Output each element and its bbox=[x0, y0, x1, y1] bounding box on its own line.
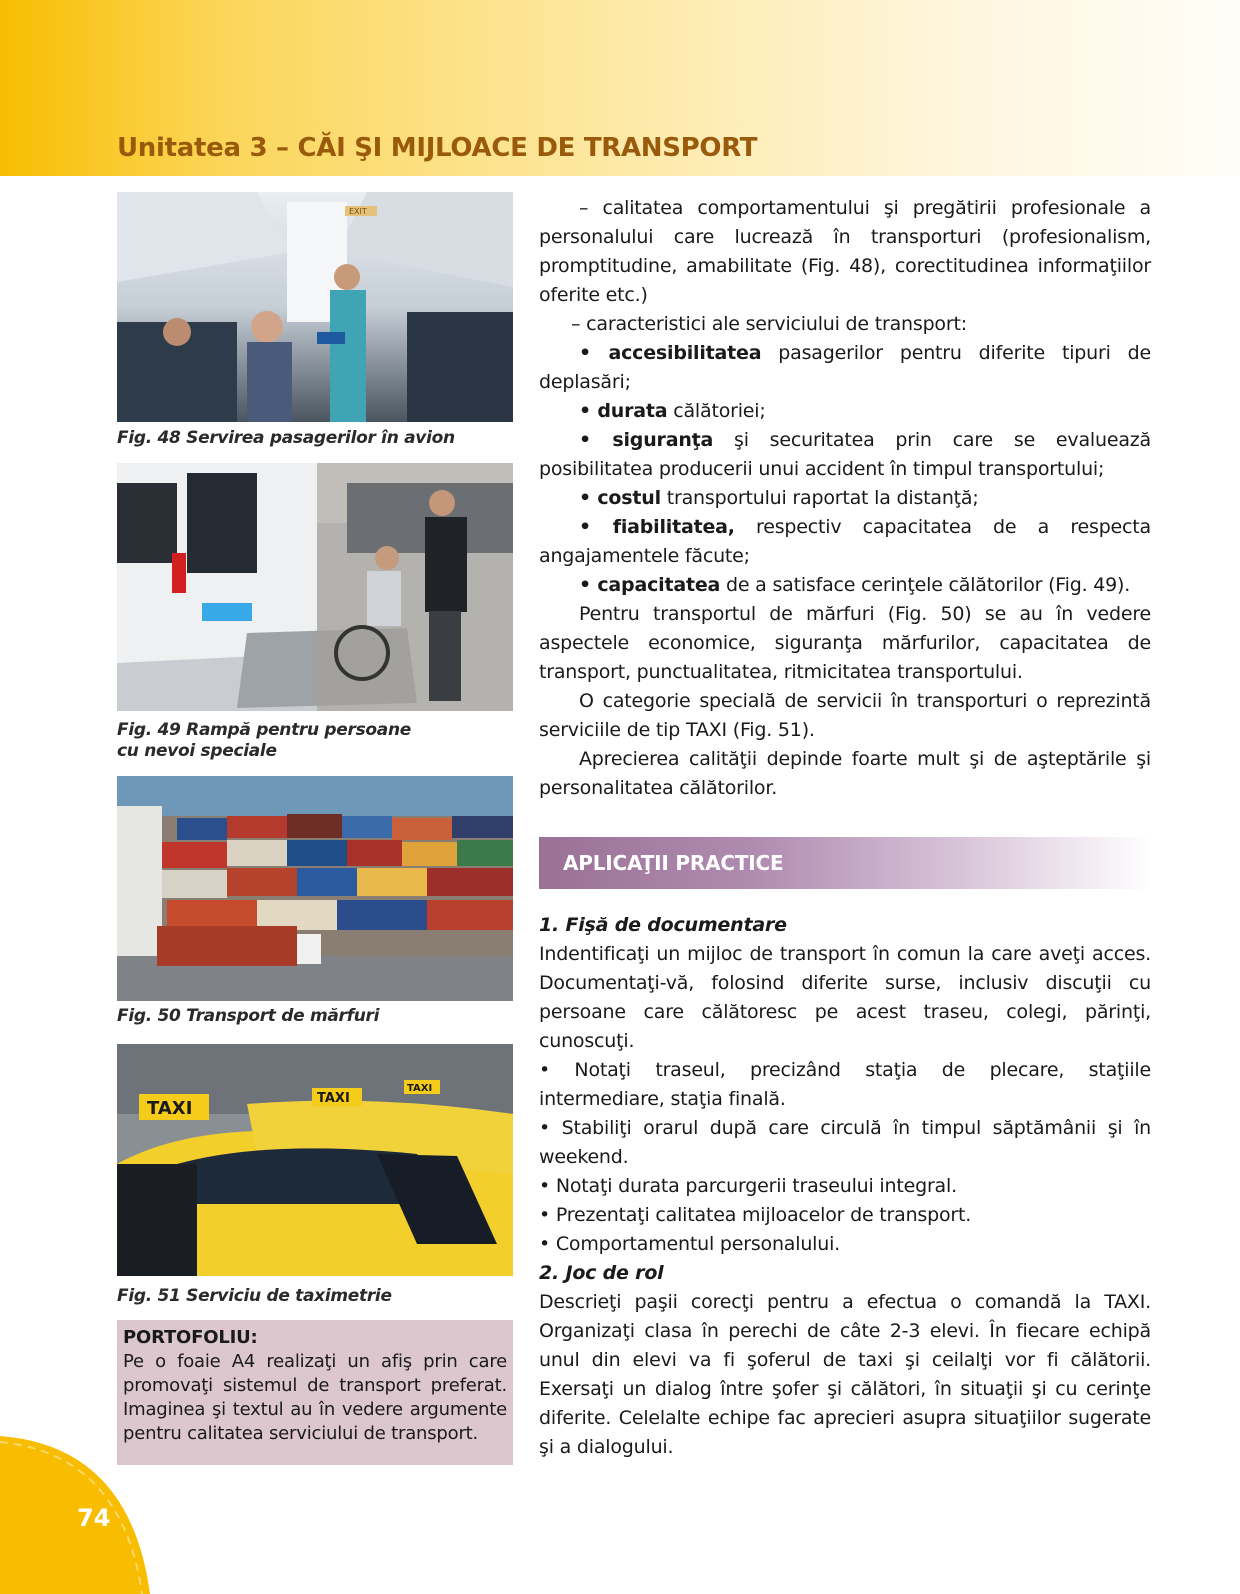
paragraph-appreciation: Aprecierea calităţii depinde foarte mult şi de aşteptările şi personalitatea călătorilor. bbox=[539, 748, 1151, 799]
bullet-capacity bbox=[539, 571, 1151, 600]
bullet-accessibility-text: pasagerilor pentru diferite tipuri de deplasări; bbox=[539, 342, 1151, 393]
bullet-cost bbox=[539, 484, 1151, 513]
main-text-column bbox=[539, 194, 1151, 803]
figure-50-caption: Fig. 50 Transport de mărfuri bbox=[117, 1006, 380, 1026]
bullet-reliability bbox=[539, 513, 1151, 571]
figure-48-caption: Fig. 48 Servirea pasagerilor în avion bbox=[117, 428, 455, 448]
bullet-duration bbox=[539, 397, 1151, 426]
airplane-cabin-photo bbox=[117, 192, 513, 422]
section-1-title: 1. Fişă de documentare bbox=[539, 914, 787, 936]
portfolio-title: PORTOFOLIU: bbox=[123, 1327, 258, 1348]
portfolio-text: Pe o foaie A4 realizaţi un afiş prin care promovaţi sistemul de transport preferat. Imaginea şi textul au în vedere argumente pentru calitatea serviciului de transport. bbox=[123, 1351, 507, 1444]
bullet-accessibility-term: • accesibilitatea bbox=[579, 342, 762, 364]
figure-49-caption bbox=[117, 720, 517, 762]
paragraph-service-characteristics: – caracteristici ale serviciului de transport: bbox=[571, 313, 967, 335]
taxi-sign-front: TAXI bbox=[147, 1098, 193, 1119]
bullet-cost-text: transportului raportat la distanţă; bbox=[660, 487, 979, 509]
bullet-cost-term: • costul bbox=[579, 487, 661, 509]
figure-49-caption-line2: cu nevoi speciale bbox=[117, 741, 277, 761]
portfolio-box bbox=[117, 1320, 513, 1465]
bullet-accessibility bbox=[539, 339, 1151, 397]
bullet-duration-term: • durata bbox=[579, 400, 668, 422]
bullet-safety-term: • siguranţa bbox=[579, 429, 714, 451]
section-1-paragraph: Indentificaţi un mijloc de transport în comun la care aveţi acces. Documentaţi-vă, folosind diferite surse, inclusiv discuţii cu persoane care călătoresc pe acest traseu, colegi, părinţi, cunoscuţi. bbox=[539, 943, 1151, 1052]
bullet-reliability-text: respectiv capacitatea de a respecta angajamentele făcute; bbox=[539, 516, 1151, 567]
section-1-item: • Stabiliţi orarul după care circulă în timpul săptămânii şi în weekend. bbox=[539, 1117, 1151, 1168]
taxi-cars-photo bbox=[117, 1044, 513, 1276]
section-2-title: 2. Joc de rol bbox=[539, 1262, 664, 1284]
section-2-paragraph: Descrieţi paşii corecţi pentru a efectua o comandă la TAXI. Organizaţi clasa în perechi de câte 2-3 elevi. În fiecare echipă unul din elevi va fi şoferul de taxi şi ceilalţi vor fi călătorii. Exersaţi un dialog între şofer şi călători, în situaţii şi cu cerinţe diferite. Celelalte echipe fac aprecieri asupra situaţiilor sugerate şi a dialogului. bbox=[539, 1291, 1151, 1458]
section-1-item: • Notaţi durata parcurgerii traseului integral. bbox=[539, 1175, 957, 1197]
applications-content bbox=[539, 911, 1151, 1462]
section-1-item: • Comportamentul personalului. bbox=[539, 1233, 841, 1255]
page-number: 74 bbox=[77, 1504, 111, 1532]
bullet-capacity-term: • capacitatea bbox=[579, 574, 721, 596]
paragraph-taxi: O categorie specială de servicii în transporturi o reprezintă serviciile de tip TAXI (Fig. 51). bbox=[539, 690, 1151, 741]
bullet-duration-text: călătoriei; bbox=[667, 400, 766, 422]
applications-title: APLICAŢII PRACTICE bbox=[563, 851, 784, 875]
taxi-sign-middle: TAXI bbox=[317, 1091, 350, 1106]
paragraph-staff-quality: – calitatea comportamentului şi pregătirii profesionale a personalului care lucrează în transporturi (profesionalism, promptitudine, amabilitate (Fig. 48), corectitudinea informaţiilor oferite etc.) bbox=[539, 197, 1151, 306]
paragraph-freight: Pentru transportul de mărfuri (Fig. 50) se au în vedere aspectele economice, siguranţa mărfurilor, capacitatea de transport, punctualitatea, ritmicitatea transportului. bbox=[539, 603, 1151, 683]
applications-header-bar bbox=[539, 837, 1151, 889]
bullet-reliability-term: • fiabilitatea, bbox=[579, 516, 735, 538]
exit-sign: EXIT bbox=[349, 207, 367, 216]
unit-title: Unitatea 3 – CĂI ŞI MIJLOACE DE TRANSPORT bbox=[117, 133, 758, 163]
bullet-capacity-text: de a satisface cerinţele călătorilor (Fig. 49). bbox=[720, 574, 1131, 596]
figure-49-caption-line1: Fig. 49 Rampă pentru persoane bbox=[117, 720, 412, 740]
bullet-safety bbox=[539, 426, 1151, 484]
wheelchair-ramp-photo bbox=[117, 463, 513, 711]
section-1-item: • Prezentaţi calitatea mijloacelor de transport. bbox=[539, 1204, 972, 1226]
cargo-containers-photo bbox=[117, 776, 513, 1001]
bullet-safety-text: şi securitatea prin care se evaluează posibilitatea producerii unui accident în timpul transportului; bbox=[539, 429, 1151, 480]
figure-51-caption: Fig. 51 Serviciu de taximetrie bbox=[117, 1286, 392, 1306]
taxi-sign-back: TAXI bbox=[407, 1083, 433, 1094]
section-1-item: • Notaţi traseul, precizând staţia de plecare, staţiile intermediare, staţia finală. bbox=[539, 1059, 1151, 1110]
